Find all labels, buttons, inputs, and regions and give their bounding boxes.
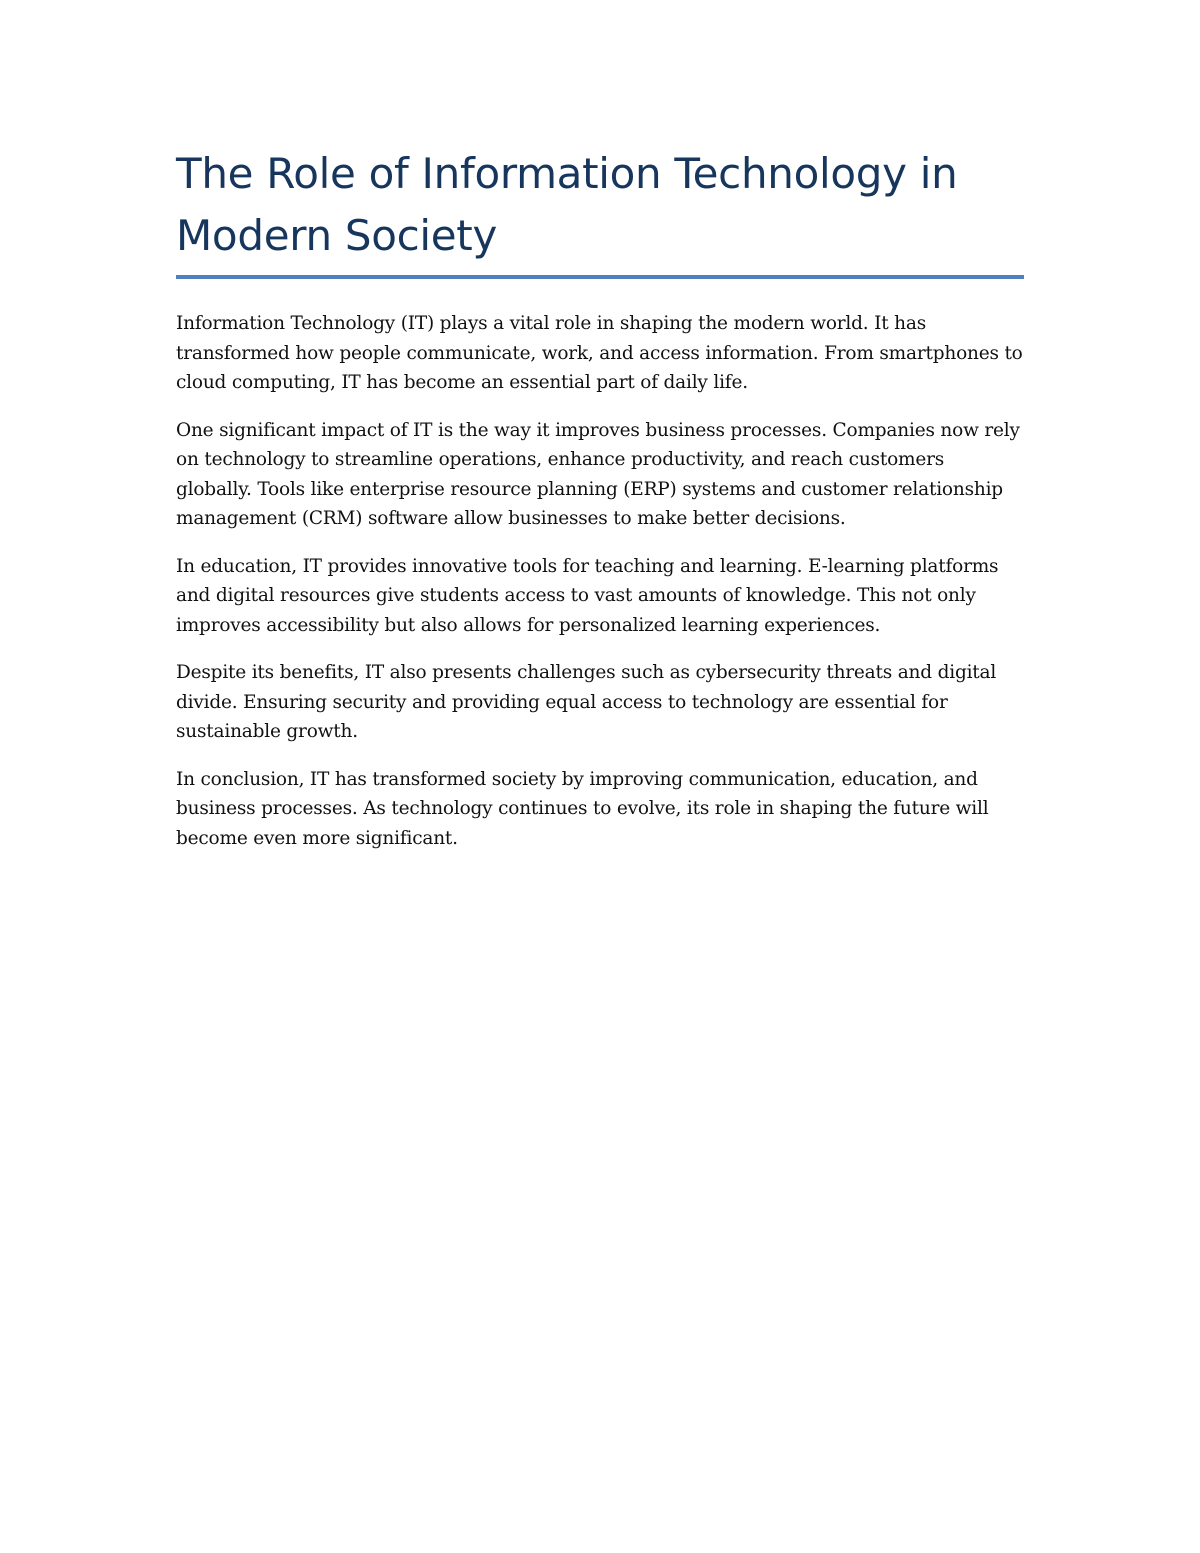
title-underline-rule [176, 275, 1024, 279]
paragraph-introduction: Information Technology (IT) plays a vital role in shaping the modern world. It has transformed how people communicate, work, and access information. From smartphones to cloud computing, IT has become an essential part of daily life. [176, 313, 1023, 393]
document-title: The Role of Information Technology in Modern Society [176, 149, 958, 260]
paragraph-education: In education, IT provides innovative tools for teaching and learning. E-learning platforms and digital resources give students access to vast amounts of knowledge. This not only improves accessibility but also allows for personalized learning experiences. [176, 555, 999, 636]
paragraph-conclusion: In conclusion, IT has transformed society by improving communication, education, and business processes. As technology continues to evolve, its role in shaping the future will become even more significant. [176, 768, 989, 849]
paragraph-business: One significant impact of IT is the way it improves business processes. Companies now rely on technology to streamline operations, enhance productivity, and reach customers globally. Tools like enterprise resource planning (ERP) systems and customer relationship management (CRM) software allow businesses to make better decisions. [176, 419, 1020, 529]
document-body [176, 143, 1024, 871]
paragraph-challenges: Despite its benefits, IT also presents challenges such as cybersecurity threats and digital divide. Ensuring security and providing equal access to technology are essential for sustainable growth. [176, 662, 997, 742]
